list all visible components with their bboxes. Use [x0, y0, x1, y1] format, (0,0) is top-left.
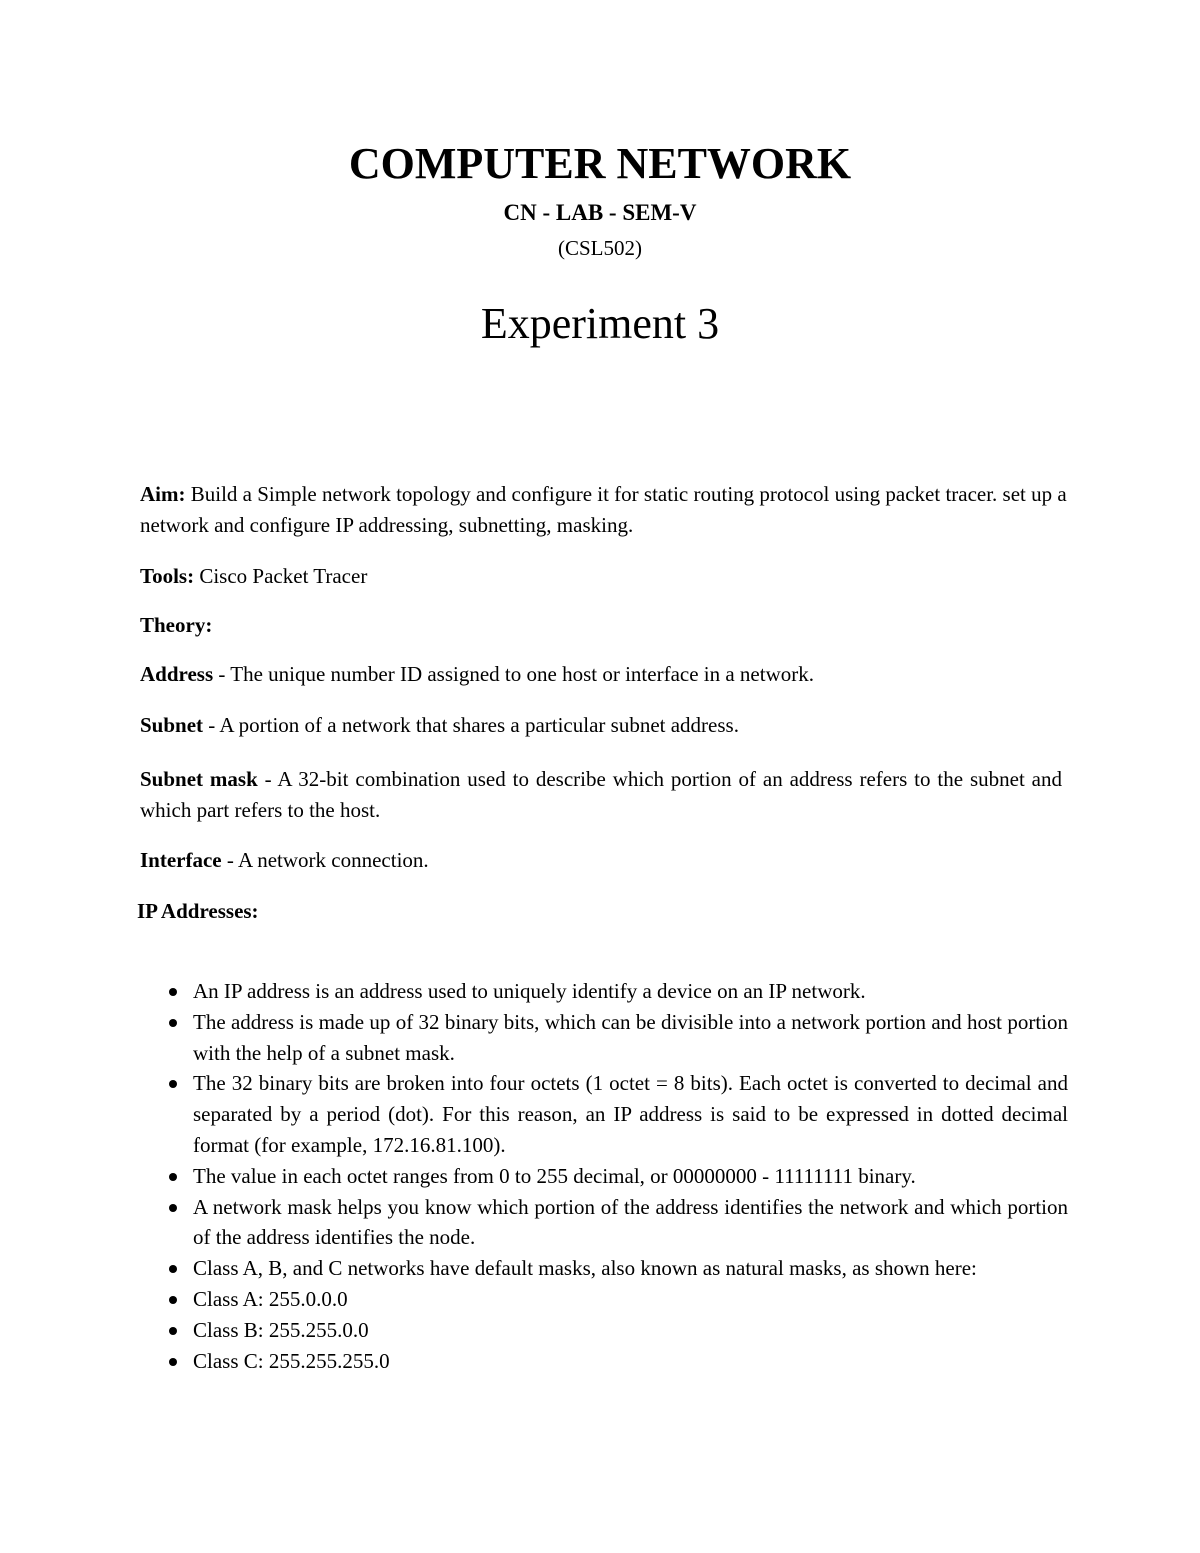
definition-text: - The unique number ID assigned to one host or interface in a network.	[213, 662, 814, 686]
definition-subnet-mask	[140, 764, 1062, 826]
list-item: Class C: 255.255.255.0	[168, 1346, 1068, 1377]
list-item: Class A: 255.0.0.0	[168, 1284, 1068, 1315]
document-subtitle: CN - LAB - SEM-V	[503, 200, 697, 225]
tools-label: Tools:	[140, 564, 195, 588]
bullet-icon	[169, 1358, 177, 1366]
bullet-icon	[169, 1265, 177, 1273]
aim-paragraph	[140, 479, 1070, 541]
list-item: The value in each octet ranges from 0 to 255 decimal, or 00000000 - 11111111 binary.	[168, 1161, 1068, 1192]
bullet-icon	[169, 1204, 177, 1212]
course-code: (CSL502)	[558, 236, 642, 260]
bullet-icon	[169, 988, 177, 996]
list-item: The address is made up of 32 binary bits, which can be divisible into a network portion and host portion with the help of a subnet mask.	[168, 1007, 1068, 1069]
bullet-icon	[169, 1080, 177, 1088]
definition-text: - A network connection.	[221, 848, 429, 872]
definition-address	[140, 659, 1070, 690]
experiment-heading: Experiment 3	[480, 299, 720, 348]
theory-heading	[140, 610, 1070, 641]
definition-text: - A portion of a network that shares a particular subnet address.	[203, 713, 739, 737]
definition-term: Address	[140, 662, 214, 686]
definition-term: Subnet mask	[140, 767, 258, 791]
list-item: Class B: 255.255.0.0	[168, 1315, 1068, 1346]
ip-addresses-list	[168, 976, 1068, 1376]
definition-text: - A 32-bit combination used to describe which portion of an address refers to the subnet and which part refers to the host.	[140, 767, 1062, 822]
bullet-icon	[169, 1019, 177, 1027]
list-item: Class A, B, and C networks have default masks, also known as natural masks, as shown here:	[168, 1253, 1068, 1284]
aim-label: Aim:	[140, 482, 186, 506]
bullet-icon	[169, 1327, 177, 1335]
tools-text: Cisco Packet Tracer	[194, 564, 368, 588]
theory-label: Theory:	[140, 613, 213, 637]
list-item: The 32 binary bits are broken into four octets (1 octet = 8 bits). Each octet is converted to decimal and separated by a period (dot). For this reason, an IP address is said to be expressed in dotted decimal format (for example, 172.16.81.100).	[168, 1068, 1068, 1160]
bullet-icon	[169, 1296, 177, 1304]
definition-term: Interface	[140, 848, 222, 872]
definition-subnet	[140, 710, 1070, 741]
list-item: A network mask helps you know which portion of the address identifies the network and which portion of the address identifies the node.	[168, 1192, 1068, 1254]
definition-term: Subnet	[140, 713, 204, 737]
definition-interface	[140, 845, 1070, 876]
tools-paragraph	[140, 561, 1070, 592]
bullet-icon	[169, 1173, 177, 1181]
ip-addresses-label: IP Addresses:	[137, 899, 259, 923]
document-title: COMPUTER NETWORK	[348, 139, 852, 188]
ip-addresses-heading	[137, 896, 1067, 927]
list-item: An IP address is an address used to uniquely identify a device on an IP network.	[168, 976, 1068, 1007]
aim-text: Build a Simple network topology and configure it for static routing protocol using packet tracer. set up a network and configure IP addressing, subnetting, masking.	[140, 482, 1067, 537]
